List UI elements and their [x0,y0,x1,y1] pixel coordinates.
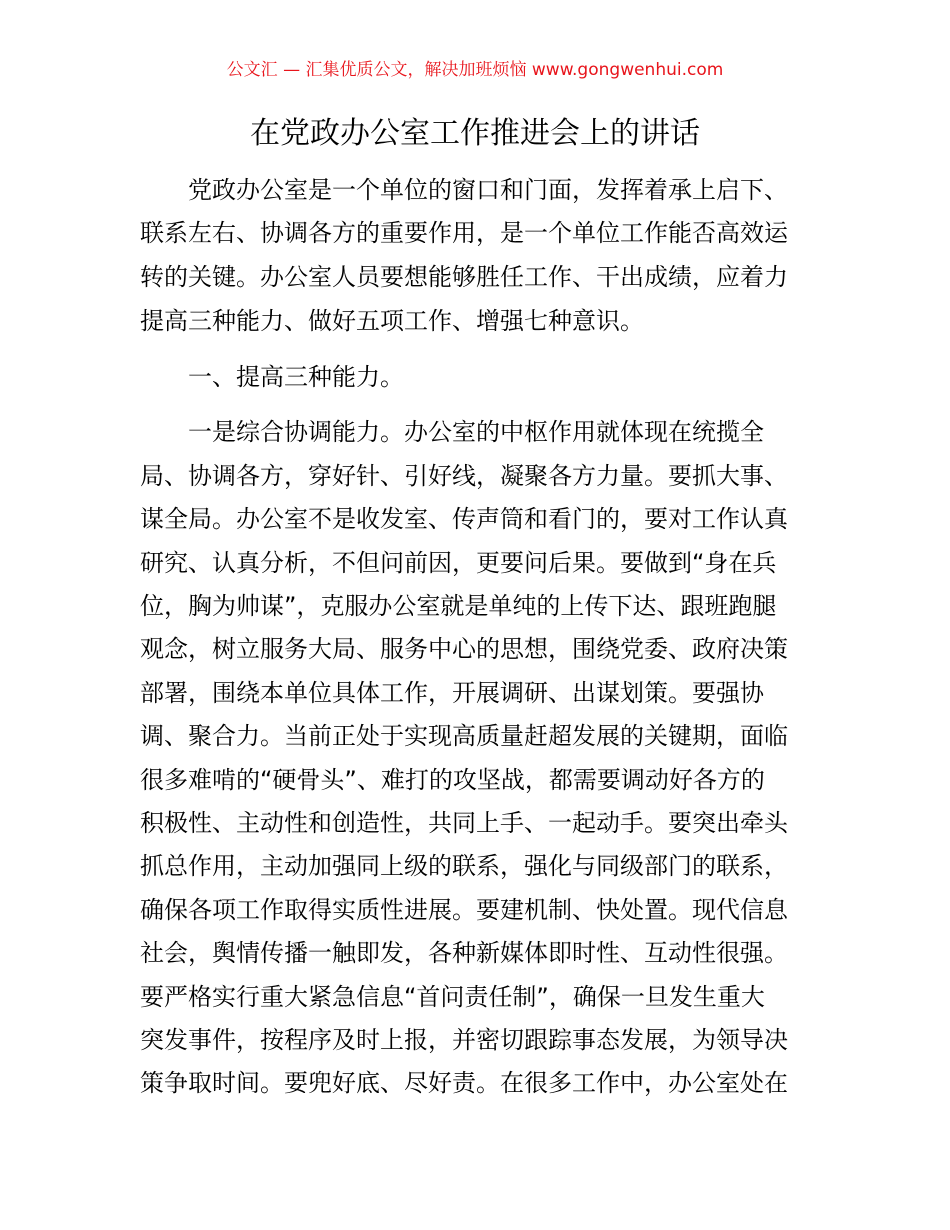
paragraph-line: 联系左右、协调各方的重要作用，是一个单位工作能否高效运 [140,219,788,247]
paragraph-line: 位，胸为帅谋”，克服办公室就是单纯的上传下达、跟班跑腿 [140,592,777,620]
paragraph-line: 部署，围绕本单位具体工作，开展调研、出谋划策。要强协 [140,679,764,707]
section-heading: 一、提高三种能力。 [188,363,404,391]
paragraph-line: 一是综合协调能力。办公室的中枢作用就体现在统揽全 [188,418,764,446]
paragraph-line: 抓总作用，主动加强同上级的联系，强化与同级部门的联系， [140,852,788,880]
paragraph-line: 策争取时间。要兜好底、尽好责。在很多工作中，办公室处在 [140,1069,788,1097]
paragraph-line: 积极性、主动性和创造性，共同上手、一起动手。要突出牵头 [140,809,788,837]
paragraph-line: 确保各项工作取得实质性进展。要建机制、快处置。现代信息 [140,896,788,924]
page-title: 在党政办公室工作推进会上的讲话 [250,116,700,151]
paragraph-line: 研究、认真分析，不但问前因，更要问后果。要做到“身在兵 [140,549,777,577]
paragraph-line: 很多难啃的“硬骨头”、难打的攻坚战，都需要调动好各方的 [140,766,765,794]
paragraph-line: 局、协调各方，穿好针、引好线，凝聚各方力量。要抓大事、 [140,462,788,490]
paragraph-line: 党政办公室是一个单位的窗口和门面，发挥着承上启下、 [188,176,788,204]
paragraph-line: 调、聚合力。当前正处于实现高质量赶超发展的关键期，面临 [140,722,788,750]
paragraph-line: 要严格实行重大紧急信息“首问责任制”，确保一旦发生重大 [140,983,765,1011]
paragraph-line: 观念，树立服务大局、服务中心的思想，围绕党委、政府决策 [140,635,788,663]
paragraph-line: 谋全局。办公室不是收发室、传声筒和看门的，要对工作认真 [140,505,788,533]
header-banner: 公文汇 — 汇集优质公文，解决加班烦恼 www.gongwenhui.com [226,60,724,80]
paragraph-line: 提高三种能力、做好五项工作、增强七种意识。 [140,307,644,335]
paragraph-line: 突发事件，按程序及时上报，并密切跟踪事态发展，为领导决 [140,1026,788,1054]
paragraph-line: 社会，舆情传播一触即发，各种新媒体即时性、互动性很强。 [140,939,788,967]
paragraph-line: 转的关键。办公室人员要想能够胜任工作、干出成绩，应着力 [140,263,788,291]
